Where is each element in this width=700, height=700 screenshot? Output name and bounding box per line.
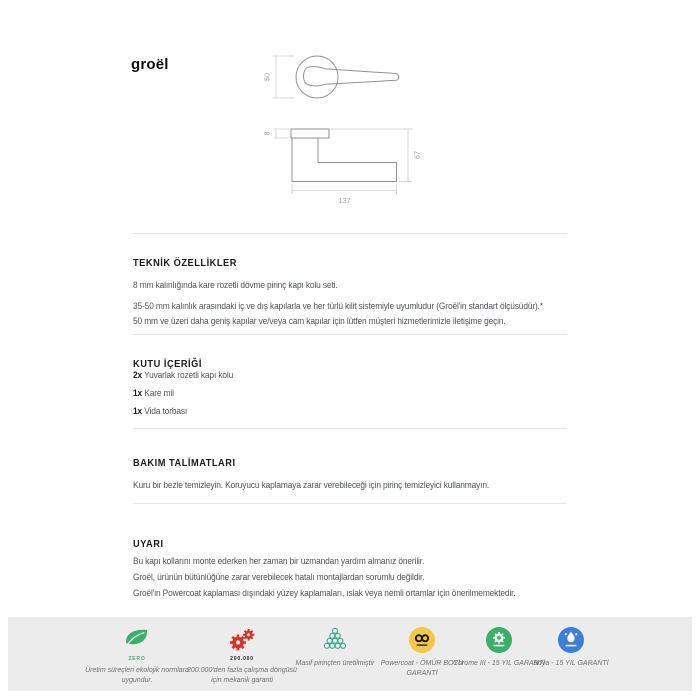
section-divider xyxy=(133,428,567,429)
warning-line: Bu kapı kollarını monte ederken her zaman bir uzmandan yardım almanız önerilir. xyxy=(133,555,425,567)
technical-paragraph: 50 mm ve üzeri daha geniş kapılar ve/veya cam kapılar için lütfen müşteri hizmetlerimizle iletişime geçin. xyxy=(133,315,506,327)
brass-pyramid-icon xyxy=(320,625,350,655)
handle-side-view xyxy=(291,129,397,182)
section-divider xyxy=(133,334,567,335)
box-item xyxy=(133,370,626,381)
badge-caption: Boya - 15 YIL GARANTİ xyxy=(533,660,609,667)
care-section-heading: BAKIM TALİMATLARI xyxy=(133,456,236,469)
badge-paint-warranty xyxy=(515,625,627,669)
badge-caption: Chrome III - 15 YIL GARANTİ xyxy=(453,660,545,667)
box-item-qty: 1x xyxy=(133,388,143,399)
box-item-label: Kare mil xyxy=(144,388,174,399)
badge-caption: Üretim süreçleri ekolojik normlara uygundur. xyxy=(85,667,189,685)
warning-line: Groël, ürünün bütünlüğüne zarar verebilecek hatalı montajlardan sorumlu değildir. xyxy=(133,571,425,583)
warning-section-heading: UYARI xyxy=(133,537,164,550)
section-divider xyxy=(133,503,567,504)
warning-line: Groël'in Powercoat kaplaması dışındaki yüzey kaplamaları, ıslak veya nemli ortamlar için önerilmemektedir. xyxy=(133,587,516,599)
box-item-qty: 1x xyxy=(133,406,143,417)
technical-drawing xyxy=(255,40,465,220)
box-item xyxy=(133,406,626,417)
lever-outline xyxy=(303,67,398,86)
box-item-label: Yuvarlak rozetli kapı kolu xyxy=(144,370,234,381)
badge-eco xyxy=(81,625,193,686)
technical-section-heading: TEKNİK ÖZELLİKLER xyxy=(133,256,237,269)
dim-label-67: 67 xyxy=(412,151,422,159)
dimension-handle-height xyxy=(331,129,422,182)
box-item xyxy=(133,388,626,399)
dim-label-137: 137 xyxy=(338,196,351,205)
care-text: Kuru bir bezle temizleyin. Koruyucu kaplamaya zarar verebileceği için pirinç temizleyici kullanmayın. xyxy=(133,479,490,491)
brand-logo: groël xyxy=(131,56,169,73)
rosette-circle xyxy=(296,56,338,98)
dimension-handle-length xyxy=(292,184,397,206)
footer-certifications xyxy=(8,617,692,691)
eco-leaf-icon xyxy=(122,625,152,655)
powercoat-infinity-icon xyxy=(407,625,437,655)
paint-warranty-icon xyxy=(556,625,586,655)
box-item-qty: 2x xyxy=(133,370,143,381)
chrome-warranty-icon xyxy=(484,625,514,655)
badge-tag: ZERO xyxy=(128,656,146,662)
badge-caption: 200.000'den fazla çalışma döngüsü için mekanik garanti xyxy=(187,667,297,685)
dim-label-50: 50 xyxy=(262,73,272,81)
badge-tag: 200.000 xyxy=(230,656,254,662)
technical-paragraph: 35-50 mm kalınlık arasındaki iç ve dış kapılarla ve her türlü kilit sistemiyle uyumludur (Groël'in standart ölçüsüdür).* xyxy=(133,300,543,312)
lever-profile xyxy=(292,138,397,182)
dimension-rosette-thickness xyxy=(263,129,290,138)
dim-label-8: 8 xyxy=(262,131,272,136)
badge-caption: Masif pirinçten üretilmiştir xyxy=(295,660,375,667)
dimension-rosette-diameter xyxy=(263,56,295,98)
technical-paragraph: 8 mm kalınlığında kare rozetli dövme pirinç kapı kolu seti. xyxy=(133,279,338,291)
handle-top-view xyxy=(296,56,399,98)
rosette-profile xyxy=(291,129,329,138)
section-divider xyxy=(133,233,567,234)
box-contents-heading: KUTU İÇERİĞİ xyxy=(133,357,202,370)
box-item-label: Vida torbası xyxy=(144,406,188,417)
badge-caption: Powercoat - ÖMÜR BOYU GARANTİ xyxy=(380,660,464,678)
gears-icon xyxy=(227,625,257,655)
